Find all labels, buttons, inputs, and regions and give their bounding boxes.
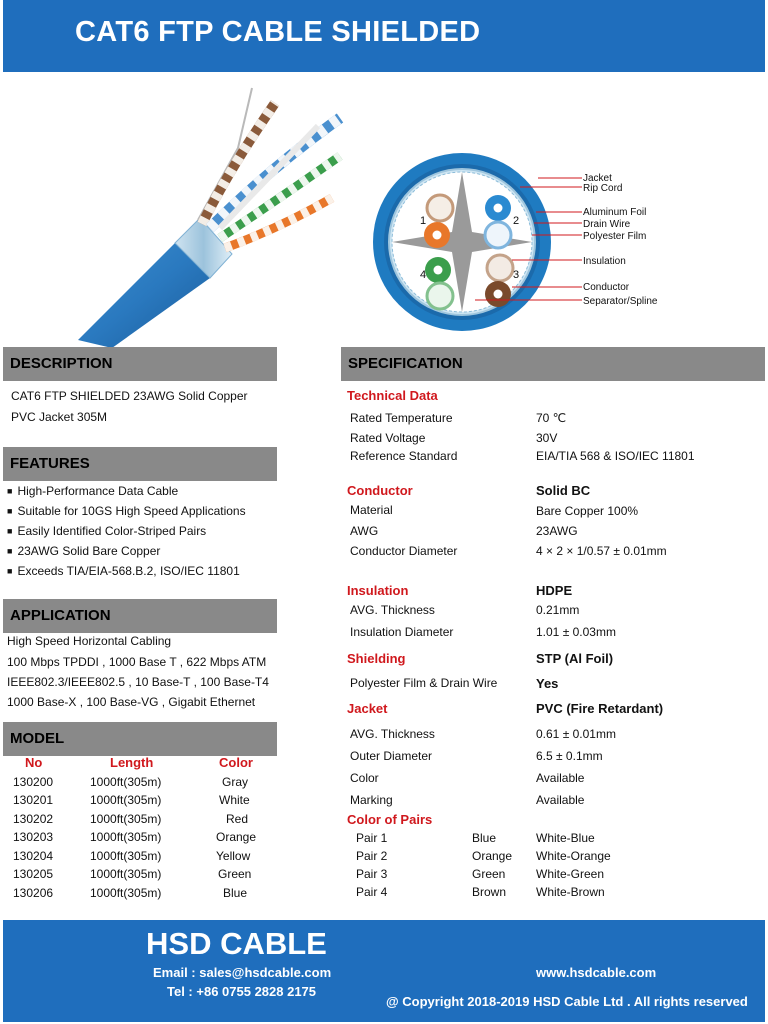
insulation-value: HDPE	[536, 583, 573, 598]
website-link[interactable]: www.hsdcable.com	[536, 965, 657, 980]
description-line: PVC Jacket 305M	[11, 410, 108, 424]
specification-heading: SPECIFICATION	[348, 355, 463, 372]
description-heading: DESCRIPTION	[10, 355, 113, 372]
conductor-value: Solid BC	[536, 483, 591, 498]
application-heading-bar	[3, 599, 277, 633]
spec-value: 4 × 2 × 1/0.57 ± 0.01mm	[536, 544, 667, 558]
feature-item: ■ Suitable for 10GS High Speed Applications	[7, 504, 246, 518]
spec-label: Polyester Film & Drain Wire	[350, 676, 498, 690]
pair-name: Pair 3	[356, 867, 388, 881]
model-no: 130201	[13, 793, 54, 807]
model-color: Green	[218, 867, 252, 881]
page-footer	[3, 920, 765, 1022]
label-separator-spline: Separator/Spline	[583, 296, 658, 307]
spec-value: Bare Copper 100%	[536, 504, 639, 518]
spec-label: Outer Diameter	[350, 749, 433, 763]
contact-phone: Tel : +86 0755 2828 2175	[167, 984, 317, 999]
application-line: 1000 Base-X , 100 Base-VG , Gigabit Ethernet	[7, 695, 256, 709]
technical-data-title: Technical Data	[347, 388, 438, 403]
spec-value: 70 ℃	[536, 411, 567, 425]
jacket-title: Jacket	[347, 701, 388, 716]
spec-label: Reference Standard	[350, 449, 458, 463]
feature-item: ■ Easily Identified Color-Striped Pairs	[7, 524, 206, 538]
spec-value: Available	[536, 771, 585, 785]
cable-cross-section-diagram	[370, 150, 700, 335]
spec-label: Material	[350, 503, 393, 517]
description-line: CAT6 FTP SHIELDED 23AWG Solid Copper	[11, 389, 248, 403]
model-col-no: No	[25, 755, 43, 770]
feature-item: ■ High-Performance Data Cable	[7, 484, 178, 498]
spec-value: EIA/TIA 568 & ISO/IEC 11801	[536, 449, 695, 463]
features-heading: FEATURES	[10, 455, 90, 472]
model-length: 1000ft(305m)	[90, 830, 162, 844]
color-of-pairs-title: Color of Pairs	[347, 812, 433, 827]
pair-name: Pair 2	[356, 849, 388, 863]
jacket-value: PVC (Fire Retardant)	[536, 701, 664, 716]
model-length: 1000ft(305m)	[90, 867, 162, 881]
page-header	[3, 0, 765, 72]
spec-value: 30V	[536, 431, 558, 445]
pair-number-3: 3	[513, 269, 520, 281]
label-insulation: Insulation	[583, 256, 626, 267]
features-heading-bar	[3, 447, 277, 481]
spec-label: Conductor Diameter	[350, 544, 458, 558]
spec-label: Marking	[350, 793, 393, 807]
model-no: 130202	[13, 812, 54, 826]
pair-number-2: 2	[513, 215, 520, 227]
model-heading: MODEL	[10, 730, 65, 747]
model-color: Red	[226, 812, 249, 826]
spec-value: 1.01 ± 0.03mm	[536, 625, 616, 639]
description-heading-bar	[3, 347, 277, 381]
label-conductor: Conductor	[583, 282, 630, 293]
model-length: 1000ft(305m)	[90, 793, 162, 807]
pair-stripe: White-Green	[536, 867, 605, 881]
pair-name: Pair 4	[356, 885, 388, 899]
copyright-text: @ Copyright 2018-2019 HSD Cable Ltd . All rights reserved	[386, 994, 748, 1009]
spec-label: Rated Temperature	[350, 411, 453, 425]
spec-label: Color	[350, 771, 379, 785]
spec-value: Available	[536, 793, 585, 807]
brand-name: HSD CABLE	[146, 926, 327, 961]
model-length: 1000ft(305m)	[90, 812, 162, 826]
cable-product-image	[70, 78, 360, 348]
model-length: 1000ft(305m)	[90, 775, 162, 789]
pair-number-1: 1	[420, 215, 427, 227]
model-no: 130206	[13, 886, 54, 900]
label-polyester-film: Polyester Film	[583, 231, 647, 242]
model-col-color: Color	[219, 755, 253, 770]
pair-stripe: White-Brown	[536, 885, 605, 899]
pair-color: Brown	[472, 885, 507, 899]
application-line: High Speed Horizontal Cabling	[7, 634, 172, 648]
spec-label: Insulation Diameter	[350, 625, 454, 639]
specification-heading-bar	[341, 347, 765, 381]
model-color: Blue	[223, 886, 248, 900]
model-color: Gray	[222, 775, 249, 789]
model-no: 130204	[13, 849, 54, 863]
application-line: 100 Mbps TPDDI , 1000 Base T , 622 Mbps ATM	[7, 655, 267, 669]
model-color: Yellow	[216, 849, 251, 863]
model-heading-bar	[3, 722, 277, 756]
spec-label: AVG. Thickness	[350, 603, 435, 617]
model-no: 130200	[13, 775, 54, 789]
feature-item: ■ 23AWG Solid Bare Copper	[7, 544, 160, 558]
pair-name: Pair 1	[356, 831, 388, 845]
application-line: IEEE802.3/IEEE802.5 , 10 Base-T , 100 Base-T4	[7, 675, 269, 689]
spec-value: 0.21mm	[536, 603, 580, 617]
shielding-title: Shielding	[347, 651, 406, 666]
pair-stripe: White-Blue	[536, 831, 595, 845]
spec-label: AWG	[350, 524, 379, 538]
model-no: 130203	[13, 830, 54, 844]
model-length: 1000ft(305m)	[90, 886, 162, 900]
shielding-value: STP (Al Foil)	[536, 651, 614, 666]
pair-number-4: 4	[420, 269, 427, 281]
pair-stripe: White-Orange	[536, 849, 611, 863]
spec-label: AVG. Thickness	[350, 727, 435, 741]
label-jacket: Jacket	[583, 173, 612, 184]
insulation-title: Insulation	[347, 583, 409, 598]
application-heading: APPLICATION	[10, 607, 111, 624]
model-color: White	[219, 793, 250, 807]
page-title: CAT6 FTP CABLE SHIELDED	[75, 16, 481, 48]
pair-color: Blue	[472, 831, 497, 845]
feature-item: ■ Exceeds TIA/EIA-568.B.2, ISO/IEC 11801	[7, 564, 240, 578]
spec-value: 23AWG	[536, 524, 578, 538]
model-no: 130205	[13, 867, 54, 881]
model-color: Orange	[216, 830, 257, 844]
label-rip-cord: Rip Cord	[583, 183, 623, 194]
conductor-title: Conductor	[347, 483, 413, 498]
label-drain-wire: Drain Wire	[583, 219, 631, 230]
spec-value: Yes	[536, 676, 559, 691]
contact-email[interactable]: Email : sales@hsdcable.com	[153, 965, 332, 980]
spec-value: 0.61 ± 0.01mm	[536, 727, 616, 741]
model-length: 1000ft(305m)	[90, 849, 162, 863]
spec-label: Rated Voltage	[350, 431, 426, 445]
pair-color: Orange	[472, 849, 513, 863]
model-col-length: Length	[110, 755, 154, 770]
spec-value: 6.5 ± 0.1mm	[536, 749, 603, 763]
pair-color: Green	[472, 867, 506, 881]
label-aluminum-foil: Aluminum Foil	[583, 207, 647, 218]
